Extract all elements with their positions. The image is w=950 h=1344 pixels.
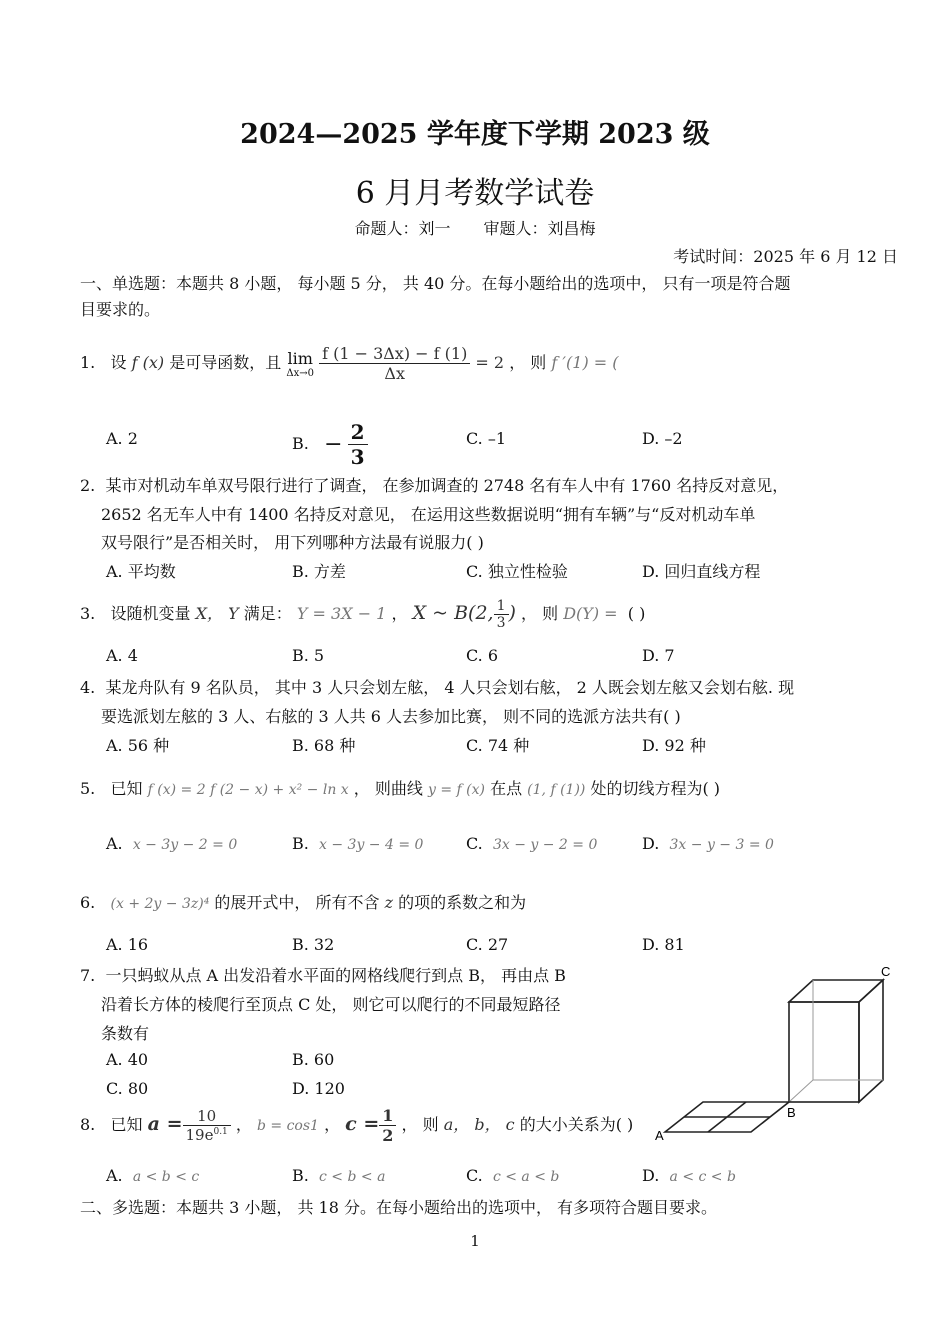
- q7-option-b: B. 60: [292, 1050, 335, 1069]
- q8-option-b: B. c < b < a: [292, 1166, 386, 1185]
- q3-option-b: B. 5: [292, 646, 325, 665]
- q6-option-a: A. 16: [106, 935, 149, 954]
- q5-option-d: D. 3x − y − 3 = 0: [642, 834, 774, 853]
- exam-title-line2: 6 月月考数学试卷: [355, 176, 595, 211]
- section1-heading-line1: 一、单选题：本题共 8 小题， 每小题 5 分， 共 40 分。在每小题给出的选项中， 只有一项是符合题: [80, 274, 791, 293]
- exam-title-line1: 2024—2025 学年度下学期 2023 级: [240, 119, 710, 150]
- q2-option-b: B. 方差: [292, 562, 346, 581]
- question-2-line3: 双号限行”是否相关时， 用下列哪种方法最有说服力( ): [101, 533, 484, 552]
- q2-option-a: A. 平均数: [106, 562, 176, 581]
- question-setter: 命题人：刘一: [354, 219, 451, 238]
- q1-option-a: A. 2: [106, 429, 138, 448]
- question-6: 6. (x + 2y − 3z)⁴ 的展开式中， 所有不含 z 的项的系数之和为: [80, 893, 527, 912]
- page-number: 1: [470, 1232, 480, 1250]
- question-7-line3: 条数有: [101, 1024, 150, 1043]
- cuboid-grid-figure: [655, 962, 905, 1147]
- question-3: 3. 设随机变量 X， Y 满足： Y = 3X − 1 ， X ~ B(2, $\frac{1}{3}$ ) ， 则 D(Y) = ( ): [80, 598, 646, 631]
- q3-option-a: A. 4: [106, 646, 138, 665]
- question-4-line1: 4. 某龙舟队有 9 名队员， 其中 3 人只会划左舷， 4 人只会划右舷， 2 人既会划左舷又会划右舷. 现: [80, 678, 795, 697]
- q7-option-a: A. 40: [106, 1050, 149, 1069]
- question-8: 8. 已知 a = $\frac{10}{19e^{0.1}}$ ， b = cos1 ， c = $\frac{1}{2}$ ， 则 a， b， c 的大小关系为( ): [80, 1106, 634, 1145]
- q6-option-c: C. 27: [466, 935, 509, 954]
- question-reviewer: 审题人：刘昌梅: [483, 219, 596, 238]
- q6-option-d: D. 81: [642, 935, 685, 954]
- q5-option-a: A. x − 3y − 2 = 0: [106, 834, 238, 853]
- question-5: 5. 已知 f (x) = 2 f (2 − x) + x² − ln x ， 则曲线 y = f (x) 在点 (1, f (1)) 处的切线方程为( ): [80, 779, 721, 798]
- q4-option-d: D. 92 种: [642, 736, 706, 755]
- question-4-line2: 要选派划左舷的 3 人、右舷的 3 人共 6 人去参加比赛， 则不同的选派方法共有( ): [101, 707, 681, 726]
- q4-option-a: A. 56 种: [106, 736, 170, 755]
- section1-heading-line2: 目要求的。: [80, 300, 161, 319]
- cuboid-top-face: [789, 980, 883, 1002]
- q4-option-c: C. 74 种: [466, 736, 530, 755]
- q6-option-b: B. 32: [292, 935, 335, 954]
- limit-expression: lim Δx→0: [286, 348, 314, 379]
- q3-option-c: C. 6: [466, 646, 499, 665]
- floor-grid: [665, 1102, 789, 1132]
- q8-option-a: A. a < b < c: [106, 1166, 200, 1185]
- q8-option-d: D. a < c < b: [642, 1166, 736, 1185]
- q7-option-c: C. 80: [106, 1079, 149, 1098]
- q5-option-c: C. 3x − y − 2 = 0: [466, 834, 598, 853]
- question-7-line1: 7. 一只蚂蚁从点 A 出发沿着水平面的网格线爬行到点 B， 再由点 B: [80, 966, 566, 985]
- q2-option-c: C. 独立性检验: [466, 562, 568, 581]
- q8-option-c: C. c < a < b: [466, 1166, 560, 1185]
- q1-option-b: B. − $\frac{2}{3}$: [292, 420, 368, 469]
- q7-option-d: D. 120: [292, 1079, 345, 1098]
- q5-option-b: B. x − 3y − 4 = 0: [292, 834, 424, 853]
- limit-fraction: $\frac{f (1 - 3\Delta x) - f (1)}{\Delta x}$: [319, 344, 470, 383]
- exam-time: 考试时间：2025 年 6 月 12 日: [673, 247, 898, 266]
- q1-option-c: C. –1: [466, 429, 507, 448]
- question-2-line2: 2652 名无车人中有 1400 名持反对意见， 在运用这些数据说明“拥有车辆”与“反对机动车单: [101, 505, 756, 524]
- cuboid-right-face: [859, 980, 883, 1102]
- q2-option-d: D. 回归直线方程: [642, 562, 761, 581]
- cuboid-front-face: [789, 1002, 859, 1102]
- q3-option-d: D. 7: [642, 646, 675, 665]
- question-2-line1: 2. 某市对机动车单双号限行进行了调查， 在参加调查的 2748 名有车人中有 1760 名持反对意见，: [80, 476, 789, 495]
- q4-option-b: B. 68 种: [292, 736, 356, 755]
- q1-option-d: D. –2: [642, 429, 683, 448]
- question-7-line2: 沿着长方体的棱爬行至顶点 C 处， 则它可以爬行的不同最短路径: [101, 995, 561, 1014]
- point-a-label: A: [655, 1128, 664, 1143]
- point-c-label: C: [881, 964, 891, 979]
- section2-heading: 二、多选题：本题共 3 小题， 共 18 分。在每小题给出的选项中， 有多项符合题目要求。: [80, 1198, 718, 1217]
- question-1: 1. 设 f (x) 是可导函数，且 lim Δx→0 $\frac{f (1 - 3\Delta x) - f (1)}{\Delta x}$ = 2 ， 则 f ′(1) = (: [80, 344, 619, 383]
- author-line: [0, 216, 950, 239]
- point-b-label: B: [787, 1105, 796, 1120]
